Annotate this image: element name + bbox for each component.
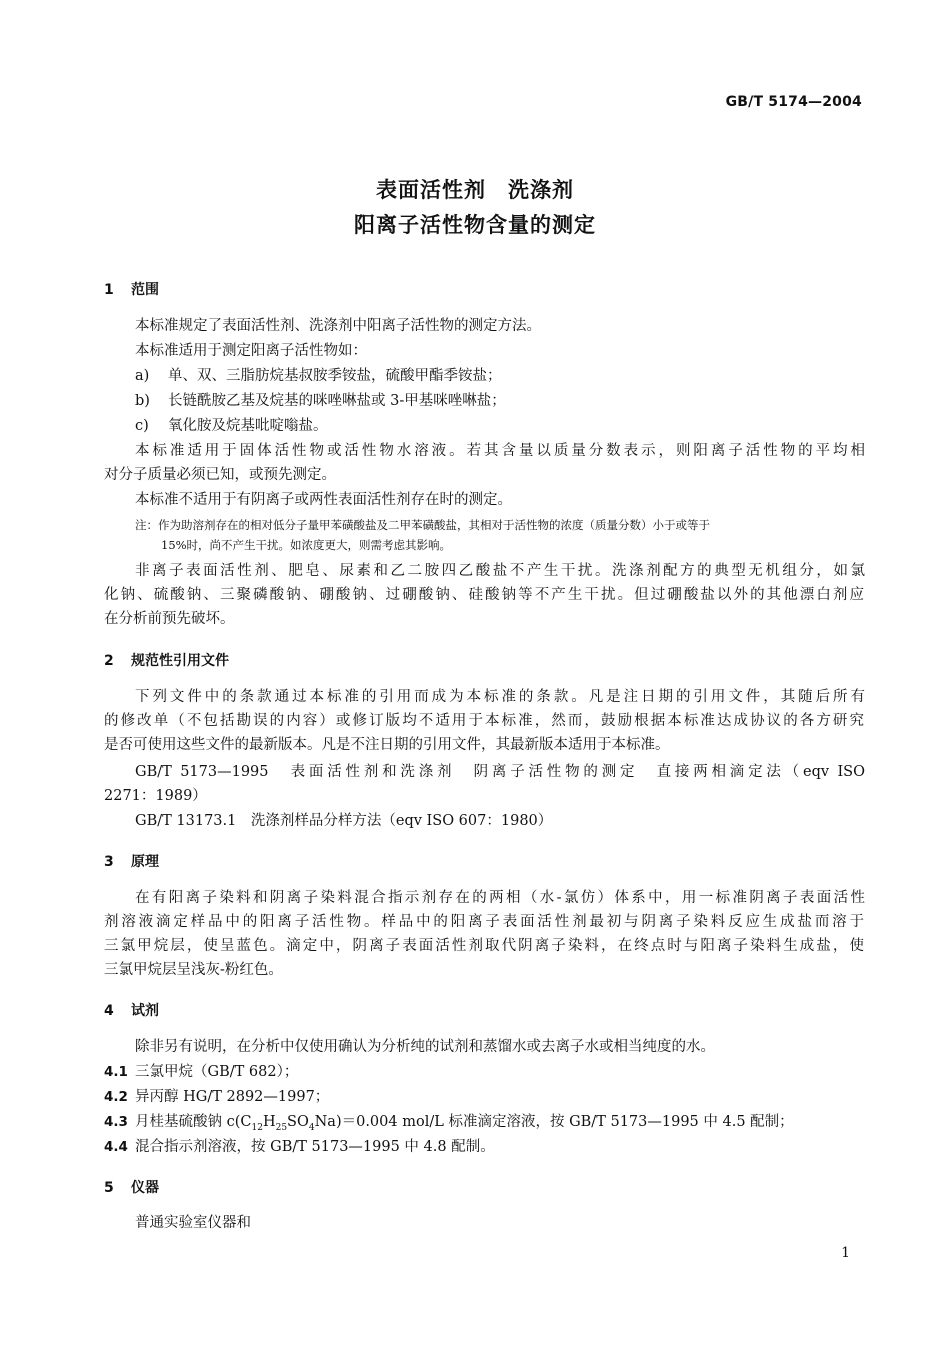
- section-number: 3: [104, 854, 114, 870]
- reference-line: 2271：1989）: [104, 788, 207, 804]
- paragraph: 本标准规定了表面活性剂、洗涤剂中阳离子活性物的测定方法。: [135, 318, 541, 334]
- item-text: 三氯甲烷（GB/T 682）；: [135, 1064, 299, 1080]
- list-item: [135, 391, 865, 411]
- paragraph-line: 在有阳离子染料和阴离子染料混合指示剂存在的两相（水-氯仿）体系中，用一标准阴离子表面活性: [135, 890, 865, 906]
- list-marker: c): [135, 418, 149, 434]
- paragraph-line: 是否可使用这些文件的最新版本。凡是不注日期的引用文件，其最新版本适用于本标准。: [104, 737, 670, 753]
- list-marker: a): [135, 368, 150, 384]
- reagent-item: [104, 1062, 864, 1082]
- paragraph-line: 非离子表面活性剂、肥皂、尿素和乙二胺四乙酸盐不产生干扰。洗涤剂配方的典型无机组分，如氯: [135, 563, 865, 579]
- paragraph-line: 剂溶液滴定样品中的阳离子活性物。样品中的阳离子表面活性剂最初与阴离子染料反应生成盐而溶于: [104, 914, 864, 930]
- section-title: 规范性引用文件: [131, 653, 229, 669]
- reagent-item: [104, 1137, 864, 1157]
- paragraph-line: 三氯甲烷层呈浅灰-粉红色。: [104, 962, 283, 978]
- reagent-item: [104, 1112, 864, 1138]
- item-number: 4.4: [104, 1139, 128, 1155]
- reagent-item: [104, 1087, 864, 1107]
- section-heading-reagents: [104, 1000, 159, 1020]
- document-title-line1: 表面活性剂 洗涤剂: [376, 178, 574, 202]
- subscript: 12: [251, 1122, 263, 1133]
- section-number: 4: [104, 1003, 114, 1019]
- list-item-text: 单、双、三脂肪烷基叔胺季铵盐，硫酸甲酯季铵盐；: [168, 368, 502, 384]
- item-text: 混合指示剂溶液，按 GB/T 5173—1995 中 4.8 配制。: [135, 1139, 495, 1155]
- section-title: 仪器: [131, 1180, 159, 1196]
- standard-code: GB/T 5174—2004: [725, 94, 862, 110]
- section-number: 5: [104, 1180, 114, 1196]
- list-item-text: 长链酰胺乙基及烷基的咪唑啉盐或 3-甲基咪唑啉盐；: [168, 393, 506, 409]
- section-heading-normative-references: [104, 650, 229, 670]
- subscript: 25: [275, 1122, 288, 1133]
- paragraph: 除非另有说明，在分析中仅使用确认为分析纯的试剂和蒸馏水或去离子水或相当纯度的水。: [135, 1039, 715, 1055]
- formula-text: 月桂基硫酸钠 c(C: [135, 1114, 252, 1130]
- paragraph-line: 化钠、硫酸钠、三聚磷酸钠、硼酸钠、过硼酸钠、硅酸钠等不产生干扰。但过硼酸盐以外的其他漂白剂应: [104, 587, 864, 603]
- note-line: 15%时，尚不产生干扰。如浓度更大，则需考虑其影响。: [161, 538, 452, 552]
- paragraph: 本标准适用于测定阳离子活性物如：: [135, 343, 367, 359]
- section-heading-scope: [104, 279, 159, 299]
- section-heading-apparatus: [104, 1177, 159, 1197]
- section-number: 2: [104, 653, 114, 669]
- list-item: [135, 366, 865, 386]
- paragraph: 本标准不适用于有阴离子或两性表面活性剂存在时的测定。: [135, 492, 512, 508]
- item-number: 4.1: [104, 1064, 128, 1080]
- section-heading-principle: [104, 851, 159, 871]
- list-item-text: 氧化胺及烷基吡啶嗡盐。: [168, 418, 328, 434]
- paragraph-line: 对分子质量必须已知，或预先测定。: [104, 467, 336, 483]
- paragraph-line: 本标准适用于固体活性物或活性物水溶液。若其含量以质量分数表示，则阳离子活性物的平均相: [135, 443, 865, 459]
- note-line: 注：作为助溶剂存在的相对低分子量甲苯磺酸盐及二甲苯磺酸盐，其相对于活性物的浓度（质量分数）小于或等于: [135, 518, 710, 532]
- paragraph-line: 下列文件中的条款通过本标准的引用而成为本标准的条款。凡是注日期的引用文件，其随后所有: [135, 689, 865, 705]
- paragraph-line: 在分析前预先破坏。: [104, 611, 235, 627]
- list-marker: b): [135, 393, 150, 409]
- item-text: Na)＝0.004 mol/L 标准滴定溶液，按 GB/T 5173—1995 中 4.5 配制；: [314, 1114, 794, 1130]
- paragraph-line: 的修改单（不包括勘误的内容）或修订版均不适用于本标准，然而，鼓励根据本标准达成协议的各方研究: [104, 713, 864, 729]
- item-number: 4.3: [104, 1114, 128, 1130]
- paragraph-line: 三氯甲烷层，使呈蓝色。滴定中，阴离子表面活性剂取代阴离子染料，在终点时与阳离子染料生成盐，使: [104, 938, 864, 954]
- formula-text: SO: [287, 1114, 309, 1130]
- list-item: [135, 416, 865, 436]
- item-text: 异丙醇 HG/T 2892—1997；: [135, 1089, 330, 1105]
- page-number: 1: [841, 1245, 850, 1261]
- section-title: 试剂: [131, 1003, 159, 1019]
- section-title: 原理: [131, 854, 159, 870]
- paragraph: 普通实验室仪器和: [135, 1215, 251, 1231]
- section-title: 范围: [131, 282, 159, 298]
- section-number: 1: [104, 282, 114, 298]
- reference-line: GB/T 13173.1 洗涤剂样品分样方法（eqv ISO 607：1980）: [135, 813, 553, 829]
- formula-text: H: [262, 1114, 276, 1130]
- subscript: 4: [308, 1122, 315, 1133]
- document-title-line2: 阳离子活性物含量的测定: [354, 213, 596, 237]
- item-number: 4.2: [104, 1089, 128, 1105]
- reference-line: GB/T 5173—1995 表面活性剂和洗涤剂 阴离子活性物的测定 直接两相滴定法（eqv ISO: [135, 764, 865, 780]
